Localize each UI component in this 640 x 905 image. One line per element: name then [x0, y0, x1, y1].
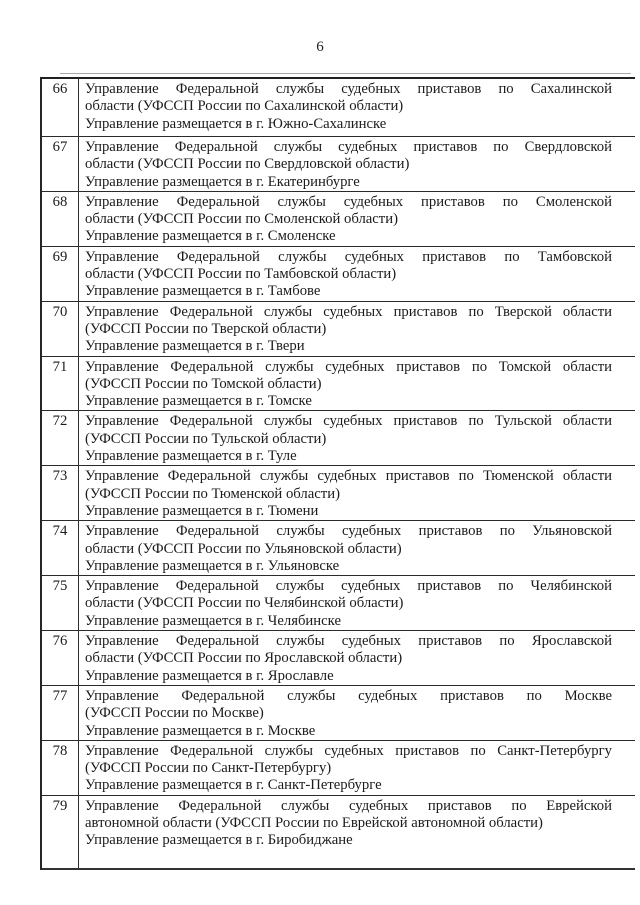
table-row	[42, 79, 635, 137]
org-name-line-1: Управление Федеральной службы судебных приставов по Ульяновской	[85, 523, 612, 540]
org-name-line-1: Управление Федеральной службы судебных приставов по Томской области	[85, 358, 612, 375]
row-text-cell	[79, 79, 635, 136]
placement-line: Управление размещается в г. Биробиджане	[85, 832, 353, 849]
row-text-cell	[79, 247, 635, 301]
row-text-cell	[79, 686, 635, 740]
table-row	[42, 192, 635, 247]
placement-line: Управление размещается в г. Южно-Сахалинске	[85, 115, 387, 132]
row-number: 67	[42, 137, 79, 191]
org-name-line-1: Управление Федеральной службы судебных приставов по Тульской области	[85, 413, 612, 430]
org-name-line-2: области (УФССП России по Смоленской области)	[85, 211, 398, 228]
org-name-line-2: области (УФССП России по Тамбовской области)	[85, 266, 397, 283]
table-row	[42, 357, 635, 412]
org-name-line-1: Управление Федеральной службы судебных приставов по Смоленской	[85, 193, 612, 210]
placement-line: Управление размещается в г. Смоленске	[85, 228, 336, 245]
placement-line: Управление размещается в г. Тюмени	[85, 502, 319, 519]
placement-line: Управление размещается в г. Ульяновске	[85, 557, 340, 574]
org-name-line-1: Управление Федеральной службы судебных приставов по Ярославской	[85, 633, 612, 650]
placement-line: Управление размещается в г. Тамбове	[85, 283, 321, 300]
row-text-cell	[79, 411, 635, 465]
row-text-cell	[79, 576, 635, 630]
table-row	[42, 411, 635, 466]
row-text-cell	[79, 631, 635, 685]
org-name-line-1: Управление Федеральной службы судебных приставов по Челябинской	[85, 578, 612, 595]
org-name-line-2: области (УФССП России по Челябинской области)	[85, 595, 404, 612]
org-name-line-1: Управление Федеральной службы судебных приставов по Тверской области	[85, 303, 612, 320]
org-name-line-1: Управление Федеральной службы судебных приставов по Свердловской	[85, 139, 612, 155]
table-row	[42, 741, 635, 796]
org-name-line-1: Управление Федеральной службы судебных приставов по Сахалинской	[85, 81, 612, 97]
table-row	[42, 576, 635, 631]
row-number: 73	[42, 466, 79, 520]
row-number: 69	[42, 247, 79, 301]
org-name-line-2: (УФССП России по Москве)	[85, 705, 264, 722]
row-number: 75	[42, 576, 79, 630]
row-number: 66	[42, 79, 79, 136]
org-name-line-2: области (УФССП России по Ульяновской области)	[85, 540, 402, 557]
row-number: 71	[42, 357, 79, 411]
org-name-line-2: (УФССП России по Тульской области)	[85, 430, 327, 447]
placement-line: Управление размещается в г. Санкт-Петербурге	[85, 777, 382, 794]
row-number: 78	[42, 741, 79, 795]
org-name-line-1: Управление Федеральной службы судебных приставов по Тамбовской	[85, 248, 612, 265]
placement-line: Управление размещается в г. Твери	[85, 338, 305, 355]
row-number: 79	[42, 796, 79, 868]
table-row	[42, 466, 635, 521]
org-name-line-2: (УФССП России по Санкт-Петербургу)	[85, 760, 332, 777]
table-row	[42, 302, 635, 357]
table-row	[42, 631, 635, 686]
page-number: 6	[316, 39, 324, 55]
row-text-cell	[79, 302, 635, 356]
row-text-cell	[79, 796, 635, 868]
org-name-line-1: Управление Федеральной службы судебных приставов по Москве	[85, 687, 612, 704]
table-row	[42, 521, 635, 576]
placement-line: Управление размещается в г. Томске	[85, 393, 312, 410]
row-text-cell	[79, 192, 635, 246]
org-name-line-2: автономной области (УФССП России по Еврейской автономной области)	[85, 814, 543, 831]
row-number: 74	[42, 521, 79, 575]
row-text-cell	[79, 741, 635, 795]
row-text-cell	[79, 466, 635, 520]
row-number: 70	[42, 302, 79, 356]
row-number: 76	[42, 631, 79, 685]
row-number: 68	[42, 192, 79, 246]
row-text-cell	[79, 137, 635, 191]
org-name-line-2: (УФССП России по Тюменской области)	[85, 485, 340, 502]
org-name-line-1: Управление Федеральной службы судебных приставов по Санкт-Петербургу	[85, 742, 612, 759]
placement-line: Управление размещается в г. Туле	[85, 448, 297, 465]
org-name-line-2: области (УФССП России по Свердловской области)	[85, 156, 410, 173]
org-name-line-1: Управление Федеральной службы судебных приставов по Тюменской области	[85, 468, 612, 485]
table-row	[42, 686, 635, 741]
org-name-line-2: (УФССП России по Томской области)	[85, 375, 322, 392]
row-number: 77	[42, 686, 79, 740]
org-name-line-2: области (УФССП России по Ярославской области)	[85, 650, 403, 667]
placement-line: Управление размещается в г. Екатеринбурге	[85, 173, 360, 190]
row-text-cell	[79, 357, 635, 411]
placement-line: Управление размещается в г. Ярославле	[85, 667, 334, 684]
table-row	[42, 796, 635, 870]
placement-line: Управление размещается в г. Москве	[85, 722, 316, 739]
table-row	[42, 137, 635, 192]
org-name-line-2: области (УФССП России по Сахалинской области)	[85, 98, 404, 115]
regions-table	[40, 77, 635, 870]
table-row	[42, 247, 635, 302]
org-name-line-1: Управление Федеральной службы судебных приставов по Еврейской	[85, 797, 612, 814]
row-number: 72	[42, 411, 79, 465]
row-text-cell	[79, 521, 635, 575]
org-name-line-2: (УФССП России по Тверской области)	[85, 320, 327, 337]
placement-line: Управление размещается в г. Челябинске	[85, 612, 341, 629]
